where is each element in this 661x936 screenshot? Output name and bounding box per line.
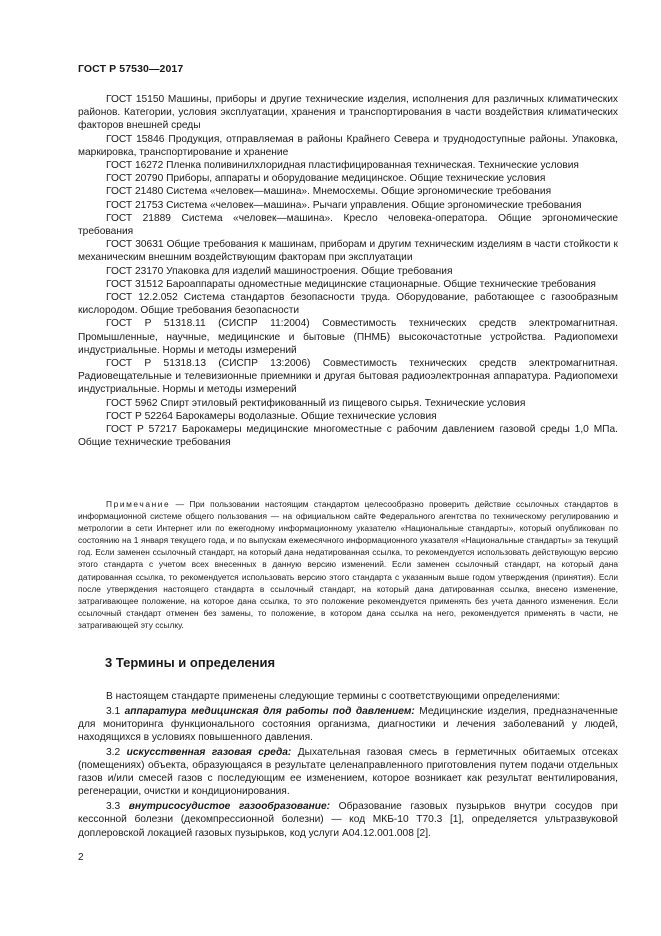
note-label: Примечание (106, 499, 171, 509)
definition-term: аппаратура медицинская для работы под давлением: (124, 705, 415, 717)
document-header: ГОСТ Р 57530—2017 (78, 63, 184, 75)
definition-number: 3.2 (106, 746, 127, 758)
note-paragraph (78, 498, 618, 631)
definition-item (78, 705, 618, 745)
reference-item: ГОСТ 15846 Продукция, отправляемая в районы Крайнего Севера и труднодоступные районы. Упаковка, маркировка, транспортирование и хранение (78, 133, 618, 158)
definition-text: Образование газовых пузырьков внутри сосудов при кессонной болезни (декомпрессионной болезни) — код МКБ-10 Т70.3 [1], определяется ультразвуковой доплеровской локацией газовых пузырьков, код услуги А04.12.001.008 [2]. (78, 801, 618, 839)
reference-item: ГОСТ Р 52264 Барокамеры водолазные. Общие технические условия (106, 410, 437, 422)
reference-item: ГОСТ Р 57217 Барокамеры медицинские многоместные с рабочим давлением газовой среды 1,0 МПа. Общие технические требования (78, 424, 618, 449)
reference-item: ГОСТ 12.2.052 Система стандартов безопасности труда. Оборудование, работающее с газообразным кислородом. Общие требования безопасности (78, 292, 618, 317)
definition-text: Дыхательная газовая смесь в герметичных обитаемых отсеках (помещениях) объекта, образующаяся в результате целенаправленного приготовления путем подачи отдельных газов и/или смесей газов с последующим ее изменением, которое возникает как результат вентилирования, регенерации, очистки и кондиционирования. (78, 746, 619, 798)
definition-item (78, 746, 618, 799)
definition-text: Медицинские изделия, предназначенные для мониторинга функционального состояния организма, диагностики и лечения заболеваний у людей, находящихся в условиях повышенного давления. (78, 705, 618, 744)
reference-item: ГОСТ Р 51318.11 (СИСПР 11:2004) Совместимость технических средств электромагнитная. Промышленные, научные, медицинские и бытовые (ПНМБ) высокочастотные устройства. Радиопомехи индустриальные. Нормы и методы измерений (78, 318, 618, 356)
page-number: 2 (78, 852, 84, 863)
section-title: 3 Термины и определения (105, 655, 276, 670)
reference-item: ГОСТ 30631 Общие требования к машинам, приборам и другим техническим изделиям в части стойкости к механическим внешним воздействующим факторам при эксплуатации (78, 239, 618, 264)
note-block (78, 498, 618, 631)
reference-item: ГОСТ 21889 Система «человек—машина». Кресло человека-оператора. Общие эргономические требования (78, 212, 618, 238)
reference-item: ГОСТ 21753 Система «человек—машина». Рычаги управления. Общие эргономические требования (106, 199, 582, 211)
definitions (78, 690, 618, 841)
intro-paragraph: В настоящем стандарте применены следующие термины с соответствующими определениями: (106, 691, 561, 702)
reference-item: ГОСТ 15150 Машины, приборы и другие технические изделия, исполнения для различных климатических районов. Категории, условия эксплуатации, хранения и транспортирования в части воздействия климатических факторов внешней среды (78, 94, 618, 132)
definition-term: искусственная газовая среда: (126, 746, 292, 758)
reference-item: ГОСТ 21480 Система «человек—машина». Мнемосхемы. Общие эргономические требования (106, 186, 552, 198)
reference-item: ГОСТ 23170 Упаковка для изделий машиностроения. Общие требования (106, 265, 453, 277)
definition-number: 3.1 (106, 705, 125, 717)
reference-item: ГОСТ 20790 Приборы, аппараты и оборудование медицинское. Общие технические условия (106, 173, 546, 185)
normative-references (78, 93, 618, 449)
note-text: — При пользовании настоящим стандартом целесообразно проверить действие ссылочных стандартов в информационной системе общего пользования — на официальном сайте Федерального агентства по техническому регулированию и метрологии в сети Интернет или по ежегодному информационному указателю «Национальные стандарты», который опубликован по состоянию на 1 января текущего года, и по выпускам ежемесячного информационного указателя «Национальные стандарты» за текущий год. Если заменен ссылочный стандарт, на который дана недатированная ссылка, то рекомендуется использовать действующую версию этого стандарта с учетом всех внесенных в данную версию изменений. Если заменен ссылочный стандарт, на который дана датированная ссылка, то рекомендуется использовать версию этого стандарта с указанным выше годом утверждения (принятия). Если после утверждения настоящего стандарта в ссылочный стандарт, на который дана датированная ссылка, внесено изменение, затрагивающее положение, на которое дана ссылка, то это положение рекомендуется применять без учета данного изменения. Если ссылочный стандарт отменен без замены, то положение, в котором дана ссылка на него, рекомендуется применять в части, не затрагивающей эту ссылку. (78, 499, 618, 630)
definition-item (78, 800, 618, 840)
reference-item: ГОСТ 31512 Бароаппараты одноместные медицинские стационарные. Общие технические требования (106, 278, 596, 290)
definition-number: 3.3 (106, 801, 129, 813)
reference-item: ГОСТ Р 51318.13 (СИСПР 13:2006) Совместимость технических средств электромагнитная. Радиовещательные и телевизионные приемники и другая бытовая радиоэлектронная аппаратура. Радиопомехи индустриальные. Нормы и методы измерений (78, 358, 618, 396)
reference-item: ГОСТ 16272 Пленка поливинилхлоридная пластифицированная техническая. Технические условия (106, 160, 579, 172)
reference-item: ГОСТ 5962 Спирт этиловый ректификованный из пищевого сырья. Технические условия (106, 397, 526, 409)
definition-term: внутрисосудистое газообразование: (128, 801, 331, 813)
